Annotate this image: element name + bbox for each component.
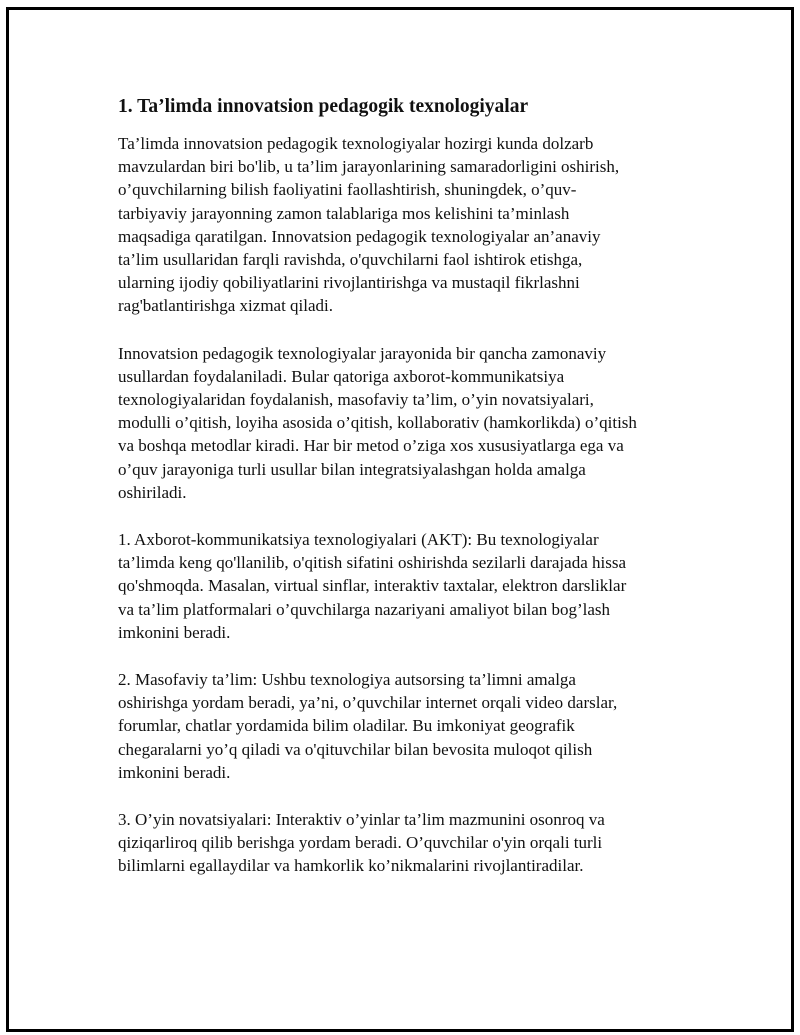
paragraph-line: ta’limda keng qo'llanilib, o'qitish sifatini oshirishda sezilarli darajada hissa (118, 553, 626, 573)
paragraph-line: o’quv jarayoniga turli usullar bilan integratsiyalashgan holda amalga (118, 459, 586, 479)
section-title: 1. Ta’limda innovatsion pedagogik texnologiyalar (118, 96, 529, 117)
paragraph-line: modulli o’qitish, loyiha asosida o’qitish, kollaborativ (hamkorlikda) o’qitish (118, 413, 637, 433)
paragraph-line: oshirishga yordam beradi, ya’ni, o’quvchilar internet orqali video darslar, (118, 693, 618, 713)
paragraph-line: imkonini beradi. (118, 762, 231, 782)
paragraph-line: va ta’lim platformalari o’quvchilarga nazariyani amaliyot bilan bog’lash (118, 599, 611, 619)
paragraphs-container (118, 132, 693, 878)
paragraph-line: Innovatsion pedagogik texnologiyalar jarayonida bir qancha zamonaviy (118, 343, 607, 363)
paragraph-line: chegaralarni yo’q qiladi va o'qituvchilar bilan bevosita muloqot qilish (118, 739, 593, 759)
paragraph-line: Ta’limda innovatsion pedagogik texnologiyalar hozirgi kunda dolzarb (118, 134, 594, 153)
paragraph (118, 132, 693, 318)
paragraph-line: usullardan foydalaniladi. Bular qatoriga axborot-kommunikatsiya (118, 366, 565, 386)
paragraph-line: oshiriladi. (118, 482, 187, 502)
paragraph-line: 2. Masofaviy ta’lim: Ushbu texnologiya autsorsing ta’limni amalga (118, 670, 576, 690)
paragraph-line: va boshqa metodlar kiradi. Har bir metod o’ziga xos xususiyatlarga ega va (118, 436, 624, 456)
paragraph-line: rag'batlantirishga xizmat qiladi. (118, 296, 334, 316)
paragraph-line: qo'shmoqda. Masalan, virtual sinflar, interaktiv taxtalar, elektron darsliklar (118, 576, 627, 596)
paragraph-line: qiziqarliroq qilib berishga yordam beradi. O’quvchilar o'yin orqali turli (118, 833, 603, 853)
paragraph-line: 3. O’yin novatsiyalari: Interaktiv o’yinlar ta’lim mazmunini osonroq va (118, 810, 605, 830)
paragraph-line: texnologiyalaridan foydalanish, masofaviy ta’lim, o’yin novatsiyalari, (118, 390, 594, 410)
paragraph (118, 668, 693, 784)
paragraph (118, 528, 693, 644)
paragraph-line: ta’lim usullaridan farqli ravishda, o'quvchilarni faol ishtirok etishga, (118, 250, 583, 270)
paragraph-line: tarbiyaviy jarayonning zamon talablariga mos kelishini ta’minlash (118, 203, 570, 223)
paragraph-line: maqsadiga qaratilgan. Innovatsion pedagogik texnologiyalar an’anaviy (118, 226, 601, 246)
paragraph-line: bilimlarni egallaydilar va hamkorlik ko’nikmalarini rivojlantiradilar. (118, 856, 584, 876)
paragraph-line: forumlar, chatlar yordamida bilim oladilar. Bu imkoniyat geografik (118, 716, 575, 736)
paragraph-line: ularning ijodiy qobiliyatlarini rivojlantirishga va mustaqil fikrlashni (118, 273, 580, 293)
document-body (118, 94, 693, 902)
paragraph (118, 808, 693, 878)
paragraph-line: o’quvchilarning bilish faoliyatini faollashtirish, shuningdek, o’quv- (118, 180, 577, 200)
paragraph (118, 342, 693, 504)
paragraph-line: 1. Axborot-kommunikatsiya texnologiyalari (AKT): Bu texnologiyalar (118, 530, 599, 550)
paragraph-line: imkonini beradi. (118, 622, 231, 642)
paragraph-line: mavzulardan biri bo'lib, u ta’lim jarayonlarining samaradorligini oshirish, (118, 157, 620, 177)
